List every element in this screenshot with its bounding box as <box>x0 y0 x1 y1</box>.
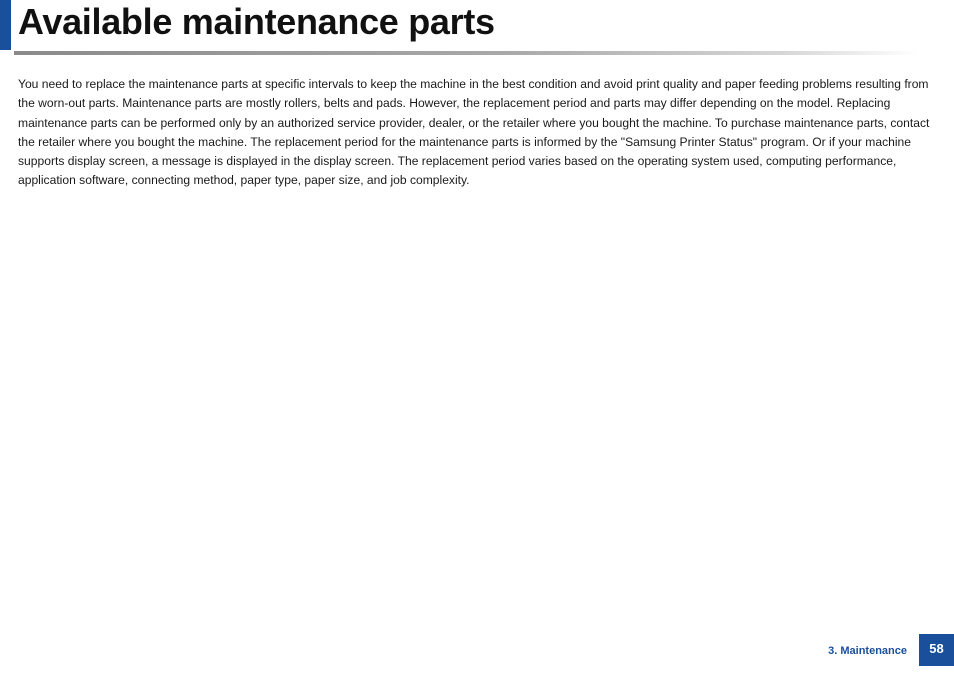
title-accent-bar <box>0 0 11 50</box>
footer-section-label: 3. Maintenance <box>828 645 907 657</box>
body-paragraph: You need to replace the maintenance parts at specific intervals to keep the machine in the best condition and avoid print quality and paper feeding problems resulting from the worn-out parts. Maintenance parts are mostly rollers, belts and pads. However, the replacement period and parts may differ depending on the model. Replacing maintenance parts can be performed only by an authorized service provider, dealer, or the retailer where you bought the machine. To purchase maintenance parts, contact the retailer where you bought the machine. The replacement period for the maintenance parts is informed by the "Samsung Printer Status" program. Or if your machine supports display screen, a message is displayed in the display screen. The replacement period varies based on the operating system used, computing performance, application software, connecting method, paper type, paper size, and job complexity. <box>18 77 930 188</box>
page-title: Available maintenance parts <box>18 1 495 42</box>
page-number: 58 <box>919 634 954 666</box>
title-underline <box>14 51 919 55</box>
